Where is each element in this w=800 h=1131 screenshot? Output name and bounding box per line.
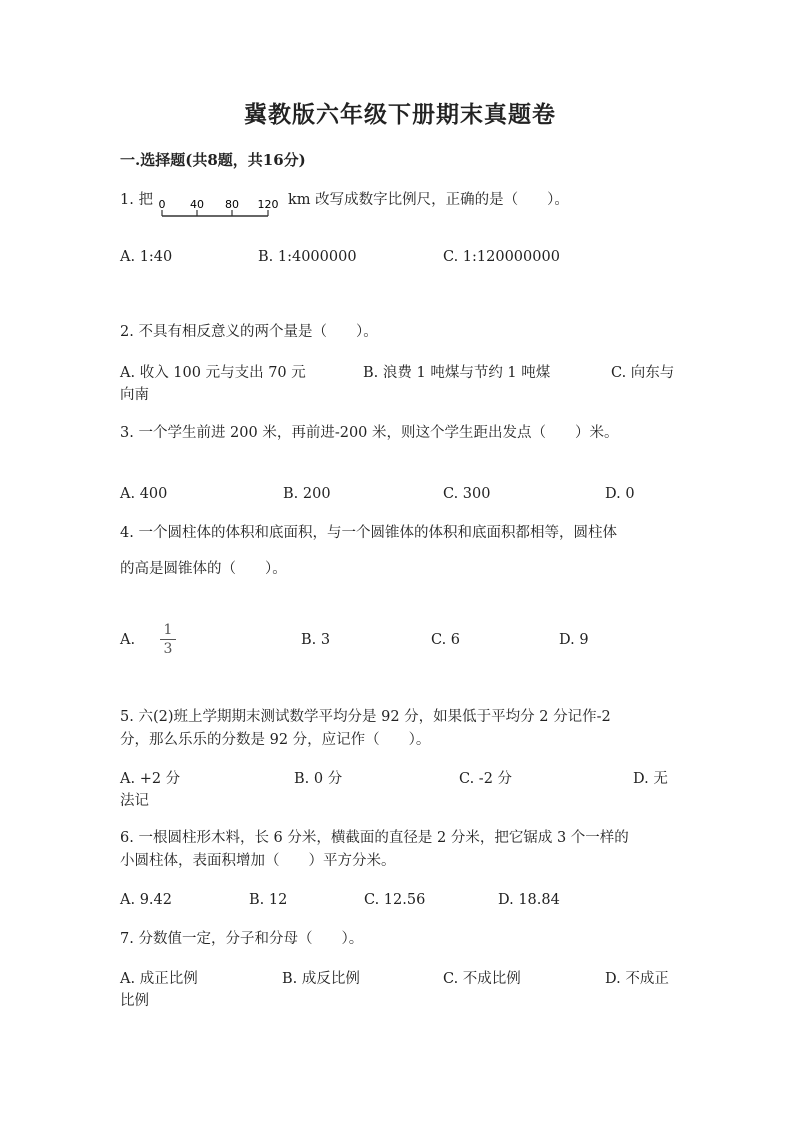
question-1-text: km 改写成数字比例尺，正确的是（ ）。: [288, 192, 569, 208]
q1-option-c[interactable]: C. 1:120000000: [443, 249, 560, 265]
question-2-text: 2. 不具有相反意义的两个量是（ ）。: [120, 324, 378, 340]
q5-option-d[interactable]: D. 无: [633, 771, 668, 787]
q4-option-b[interactable]: B. 3: [301, 632, 331, 648]
question-4-line-2: 的高是圆锥体的（ ）。: [120, 561, 287, 577]
section-heading: 一.选择题(共8题，共16分): [120, 151, 306, 169]
q3-option-d[interactable]: D. 0: [605, 486, 635, 502]
q3-option-b[interactable]: B. 200: [283, 486, 331, 502]
q7-option-d-continued: 比例: [120, 993, 149, 1009]
page-title: 冀教版六年级下册期末真题卷: [244, 101, 556, 128]
q2-option-b[interactable]: B. 浪费 1 吨煤与节约 1 吨煤: [363, 365, 551, 381]
question-3-text: 3. 一个学生前进 200 米，再前进-200 米，则这个学生距出发点（ ）米。: [120, 425, 619, 441]
q7-option-b[interactable]: B. 成反比例: [282, 971, 360, 987]
fraction-numerator: 1: [163, 622, 173, 638]
question-5-line-1: 5. 六(2)班上学期期末测试数学平均分是 92 分，如果低于平均分 2 分记作-2: [120, 709, 611, 725]
q4-option-a[interactable]: A.: [120, 632, 136, 648]
fraction-one-third: [158, 622, 178, 660]
q2-option-c-continued: 向南: [120, 387, 149, 403]
q3-option-a[interactable]: A. 400: [120, 486, 168, 502]
q2-option-a[interactable]: A. 收入 100 元与支出 70 元: [120, 365, 306, 381]
question-7-text: 7. 分数值一定，分子和分母（ ）。: [120, 931, 364, 947]
q4-option-d[interactable]: D. 9: [559, 632, 589, 648]
q6-option-b[interactable]: B. 12: [249, 892, 288, 908]
q5-option-b[interactable]: B. 0 分: [294, 771, 343, 787]
q3-option-c[interactable]: C. 300: [443, 486, 491, 502]
scale-tick-80: 80: [225, 198, 239, 211]
q6-option-a[interactable]: A. 9.42: [120, 892, 172, 908]
scale-tick-40: 40: [190, 198, 204, 211]
q1-option-b[interactable]: B. 1:4000000: [258, 249, 357, 265]
q4-option-c[interactable]: C. 6: [431, 632, 461, 648]
q7-option-a[interactable]: A. 成正比例: [120, 971, 198, 987]
q2-option-c[interactable]: C. 向东与: [611, 365, 675, 381]
question-1-prefix: 1. 把: [120, 192, 153, 208]
question-5-line-2: 分，那么乐乐的分数是 92 分，应记作（ ）。: [120, 732, 431, 748]
q5-option-a[interactable]: A. +2 分: [120, 771, 181, 787]
q5-option-d-continued: 法记: [120, 793, 149, 809]
scale-tick-120: 120: [257, 198, 279, 211]
question-4-line-1: 4. 一个圆柱体的体积和底面积，与一个圆锥体的体积和底面积都相等，圆柱体: [120, 525, 617, 541]
fraction-bar: [160, 639, 176, 640]
question-6-line-2: 小圆柱体，表面积增加（ ）平方分米。: [120, 853, 396, 869]
q7-option-c[interactable]: C. 不成比例: [443, 971, 521, 987]
q5-option-c[interactable]: C. -2 分: [459, 771, 513, 787]
q6-option-c[interactable]: C. 12.56: [364, 892, 426, 908]
scale-bar-figure: [156, 196, 284, 222]
q6-option-d[interactable]: D. 18.84: [498, 892, 560, 908]
scale-tick-0: 0: [158, 198, 166, 211]
q7-option-d[interactable]: D. 不成正: [605, 971, 669, 987]
fraction-denominator: 3: [163, 641, 173, 657]
q1-option-a[interactable]: A. 1:40: [120, 249, 173, 265]
question-6-line-1: 6. 一根圆柱形木料，长 6 分米，横截面的直径是 2 分米，把它锯成 3 个一样的: [120, 830, 629, 846]
